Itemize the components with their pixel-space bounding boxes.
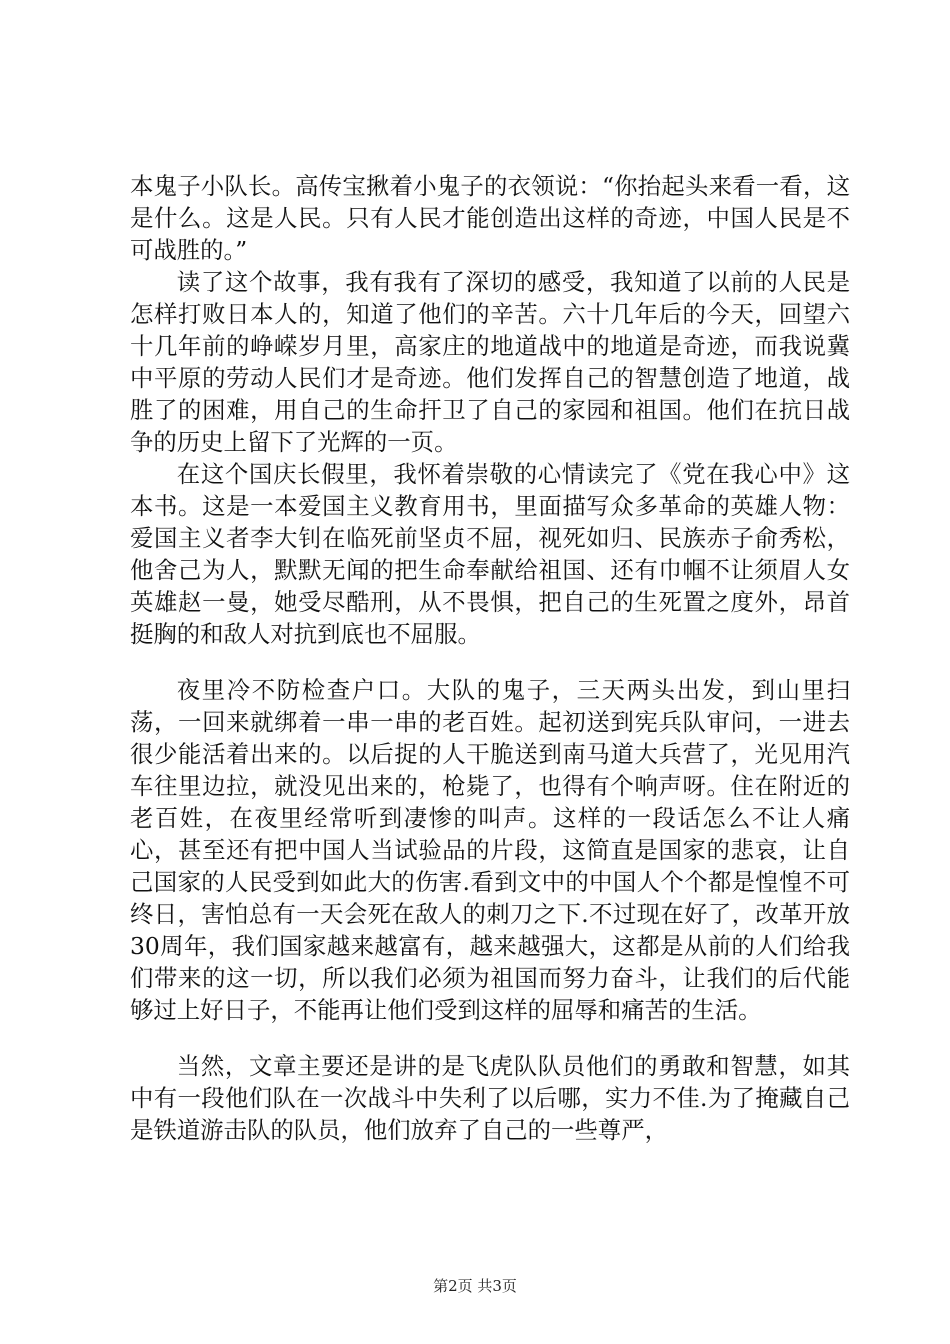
paragraph: 本鬼子小队长。高传宝揪着小鬼子的衣领说：“你抬起头来看一看，这是什么。这是人民。只有人民才能创造出这样的奇迹，中国人民是不可战胜的。” xyxy=(130,172,850,264)
document-body xyxy=(130,170,850,1146)
paragraph: 当然，文章主要还是讲的是飞虎队队员他们的勇敢和智慧，如其中有一段他们队在一次战斗中失利了以后哪，实力不佳.为了掩藏自己是铁道游击队的队员，他们放弃了自己的一些尊严， xyxy=(130,1052,850,1144)
paragraph: 读了这个故事，我有我有了深切的感受，我知道了以前的人民是怎样打败日本人的，知道了他们的辛苦。六十几年后的今天，回望六十几年前的峥嵘岁月里，高家庄的地道战中的地道是奇迹，而我说冀中平原的劳动人民们才是奇迹。他们发挥自己的智慧创造了地道，战胜了的困难，用自己的生命扞卫了自己的家园和祖国。他们在抗日战争的历史上留下了光辉的一页。 xyxy=(130,268,850,456)
paragraph: 在这个国庆长假里，我怀着崇敬的心情读完了《党在我心中》这本书。这是一本爱国主义教育用书，里面描写众多革命的英雄人物：爱国主义者李大钊在临死前坚贞不屈，视死如归、民族赤子俞秀松，他舍己为人，默默无闻的把生命奉献给祖国、还有巾帼不让须眉人女英雄赵一曼，她受尽酷刑，从不畏惧，把自己的生死置之度外，昂首挺胸的和敌人对抗到底也不屈服。 xyxy=(130,460,850,648)
paragraph: 夜里冷不防检查户口。大队的鬼子，三天两头出发，到山里扫荡，一回来就绑着一串一串的老百姓。起初送到宪兵队审问，一进去很少能活着出来的。以后捉的人干脆送到南马道大兵营了，光见用汽车往里边拉，就没见出来的，枪毙了，也得有个响声呀。住在附近的老百姓，在夜里经常听到凄惨的叫声。这样的一段话怎么不让人痛心，甚至还有把中国人当试验品的片段，这简直是国家的悲哀，让自己国家的人民受到如此大的伤害.看到文中的中国人个个都是惶惶不可终日，害怕总有一天会死在敌人的刺刀之下.不过现在好了，改革开放30周年，我们国家越来越富有，越来越强大，这都是从前的人们给我们带来的这一切，所以我们必须为祖国而努力奋斗，让我们的后代能够过上好日子，不能再让他们受到这样的屈辱和痛苦的生活。 xyxy=(130,676,850,1024)
page-number-footer: 第2页 共3页 xyxy=(433,1277,517,1295)
